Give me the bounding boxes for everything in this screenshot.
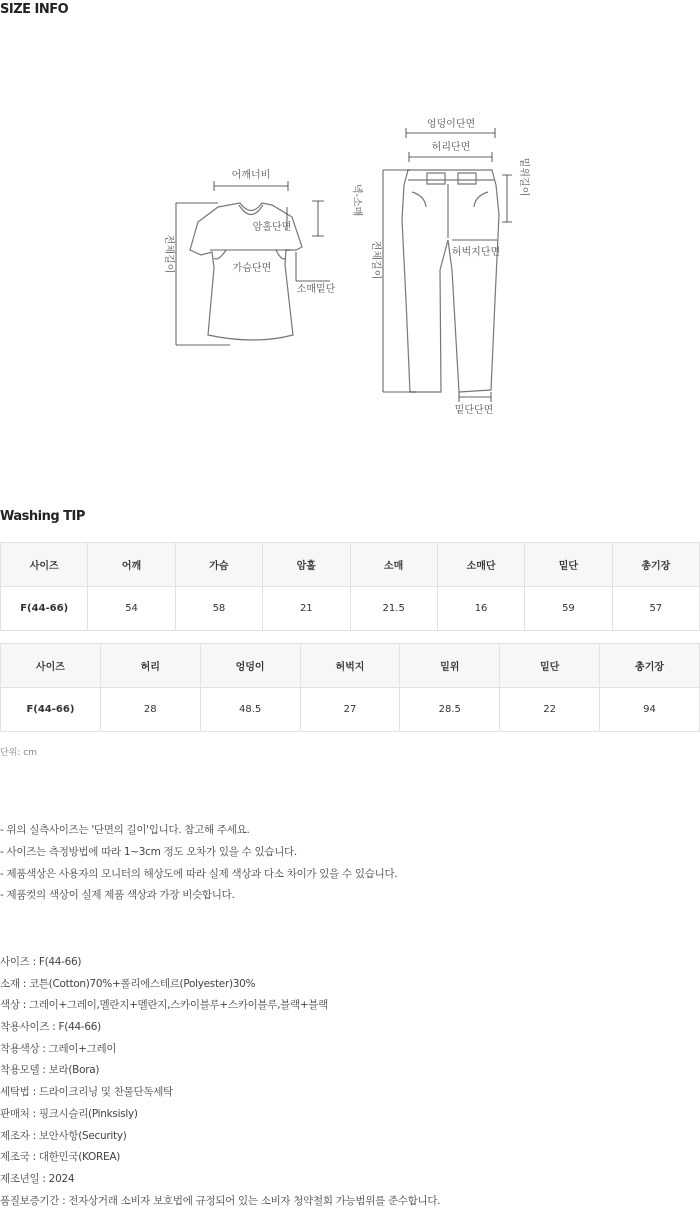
table-row [1, 587, 700, 631]
table-header-row [1, 543, 700, 587]
product-specs [0, 955, 440, 1210]
table-header: 엉덩이 [200, 644, 300, 688]
spec-size: 사이즈 : F(44-66) [0, 956, 82, 968]
thigh-label: 허벅지단면 [451, 247, 501, 258]
table-header: 총기장 [612, 543, 699, 587]
spec-color: 색상 : 그레이+그레이,멜란지+멜란지,스카이블루+스카이블루,블랙+블랙 [0, 999, 329, 1012]
table-header: 밑단 [500, 644, 600, 688]
thigh-measure [452, 240, 500, 258]
washing-tip-title: Washing TIP [0, 509, 85, 524]
table-header: 밑단 [525, 543, 612, 587]
neck-sleeve-measure [312, 184, 364, 236]
spec-seller: 판매처 : 핑크시슬리(Pinksisly) [0, 1107, 138, 1120]
top-length-label: 전체길이 [163, 234, 174, 274]
table-header: 사이즈 [1, 543, 88, 587]
waist-measure [409, 140, 492, 162]
sleeve-hem-label: 소매밑단 [296, 284, 336, 295]
rise-measure [502, 158, 531, 222]
table-cell: 58 [175, 587, 262, 631]
spec-manufacturer: 제조자 : 보안사항(Security) [0, 1129, 127, 1142]
notes-list [0, 823, 397, 910]
table-header: 총기장 [600, 644, 700, 688]
shoulder-measure [214, 168, 288, 191]
hem-label: 밑단단면 [454, 405, 494, 416]
table-cell: 27 [300, 688, 400, 732]
table-cell: 21.5 [350, 587, 437, 631]
table-cell: 48.5 [200, 688, 300, 732]
note-item: - 위의 실측사이즈는 '단면의 길이'입니다. 참고해 주세요. [0, 824, 250, 836]
table-header: 어깨 [88, 543, 175, 587]
size-diagram [0, 100, 700, 430]
spec-country: 제조국 : 대한민국(KOREA) [0, 1151, 120, 1164]
table-cell: 28 [100, 688, 200, 732]
table-header: 소매단 [437, 543, 524, 587]
table-cell: 57 [612, 587, 699, 631]
spec-year: 제조년일 : 2024 [0, 1172, 75, 1185]
table-cell: 28.5 [400, 688, 500, 732]
neck-sleeve-label: 넥-소매 [351, 183, 362, 217]
note-item: - 사이즈는 측정방법에 따라 1~3cm 정도 오차가 있을 수 있습니다. [0, 845, 297, 858]
waist-label: 허리단면 [431, 142, 471, 153]
table-header-row [1, 644, 700, 688]
armhole-label: 암홀단면 [252, 222, 292, 233]
table-header: 사이즈 [1, 644, 101, 688]
table-header: 허벅지 [300, 644, 400, 688]
table-header: 암홀 [263, 543, 350, 587]
top-size-table [0, 542, 700, 631]
size-info-title: SIZE INFO [0, 2, 69, 17]
table-header: 가슴 [175, 543, 262, 587]
table-cell: 94 [600, 688, 700, 732]
pants-length-label: 전체길이 [370, 240, 381, 280]
table-header: 밑위 [400, 644, 500, 688]
table-header: 소매 [350, 543, 437, 587]
rise-label: 밑위길이 [518, 157, 529, 197]
note-item: - 제품색상은 사용자의 모니터의 해상도에 따라 실제 색상과 다소 차이가 있을 수 있습니다. [0, 867, 398, 880]
bottom-size-table [0, 643, 700, 732]
hem-measure [455, 392, 494, 416]
table-row [1, 688, 700, 732]
top-length-measure [163, 203, 230, 345]
spec-worn-color: 착용색상 : 그레이+그레이 [0, 1042, 117, 1055]
table-cell: F(44-66) [1, 587, 88, 631]
table-cell: F(44-66) [1, 688, 101, 732]
spec-worn-size: 착용사이즈 : F(44-66) [0, 1021, 101, 1034]
spec-warranty: 품질보증기간 : 전자상거래 소비자 보호법에 규정되어 있는 소비자 청약철회 가능범위를 준수합니다. [0, 1194, 441, 1207]
table-cell: 22 [500, 688, 600, 732]
table-header: 허리 [100, 644, 200, 688]
note-item: - 제품컷의 색상이 실제 제품 색상과 가장 비슷합니다. [0, 889, 235, 902]
table-cell: 16 [437, 587, 524, 631]
table-cell: 54 [88, 587, 175, 631]
table-cell: 59 [525, 587, 612, 631]
chest-label: 가슴단면 [232, 263, 272, 274]
table-cell: 21 [263, 587, 350, 631]
spec-washing: 세탁법 : 드라이크리닝 및 찬물단독세탁 [0, 1086, 173, 1099]
spec-material: 소재 : 코튼(Cotton)70%+폴리에스테르(Polyester)30% [0, 977, 256, 990]
hip-label: 엉덩이단면 [426, 119, 476, 130]
sleeve-hem-measure [296, 252, 336, 295]
spec-model: 착용모델 : 보라(Bora) [0, 1064, 100, 1077]
shoulder-label: 어깨너비 [231, 170, 271, 181]
hip-measure [406, 117, 495, 138]
pants-illustration [402, 170, 499, 392]
unit-note: 단위: cm [0, 748, 37, 758]
